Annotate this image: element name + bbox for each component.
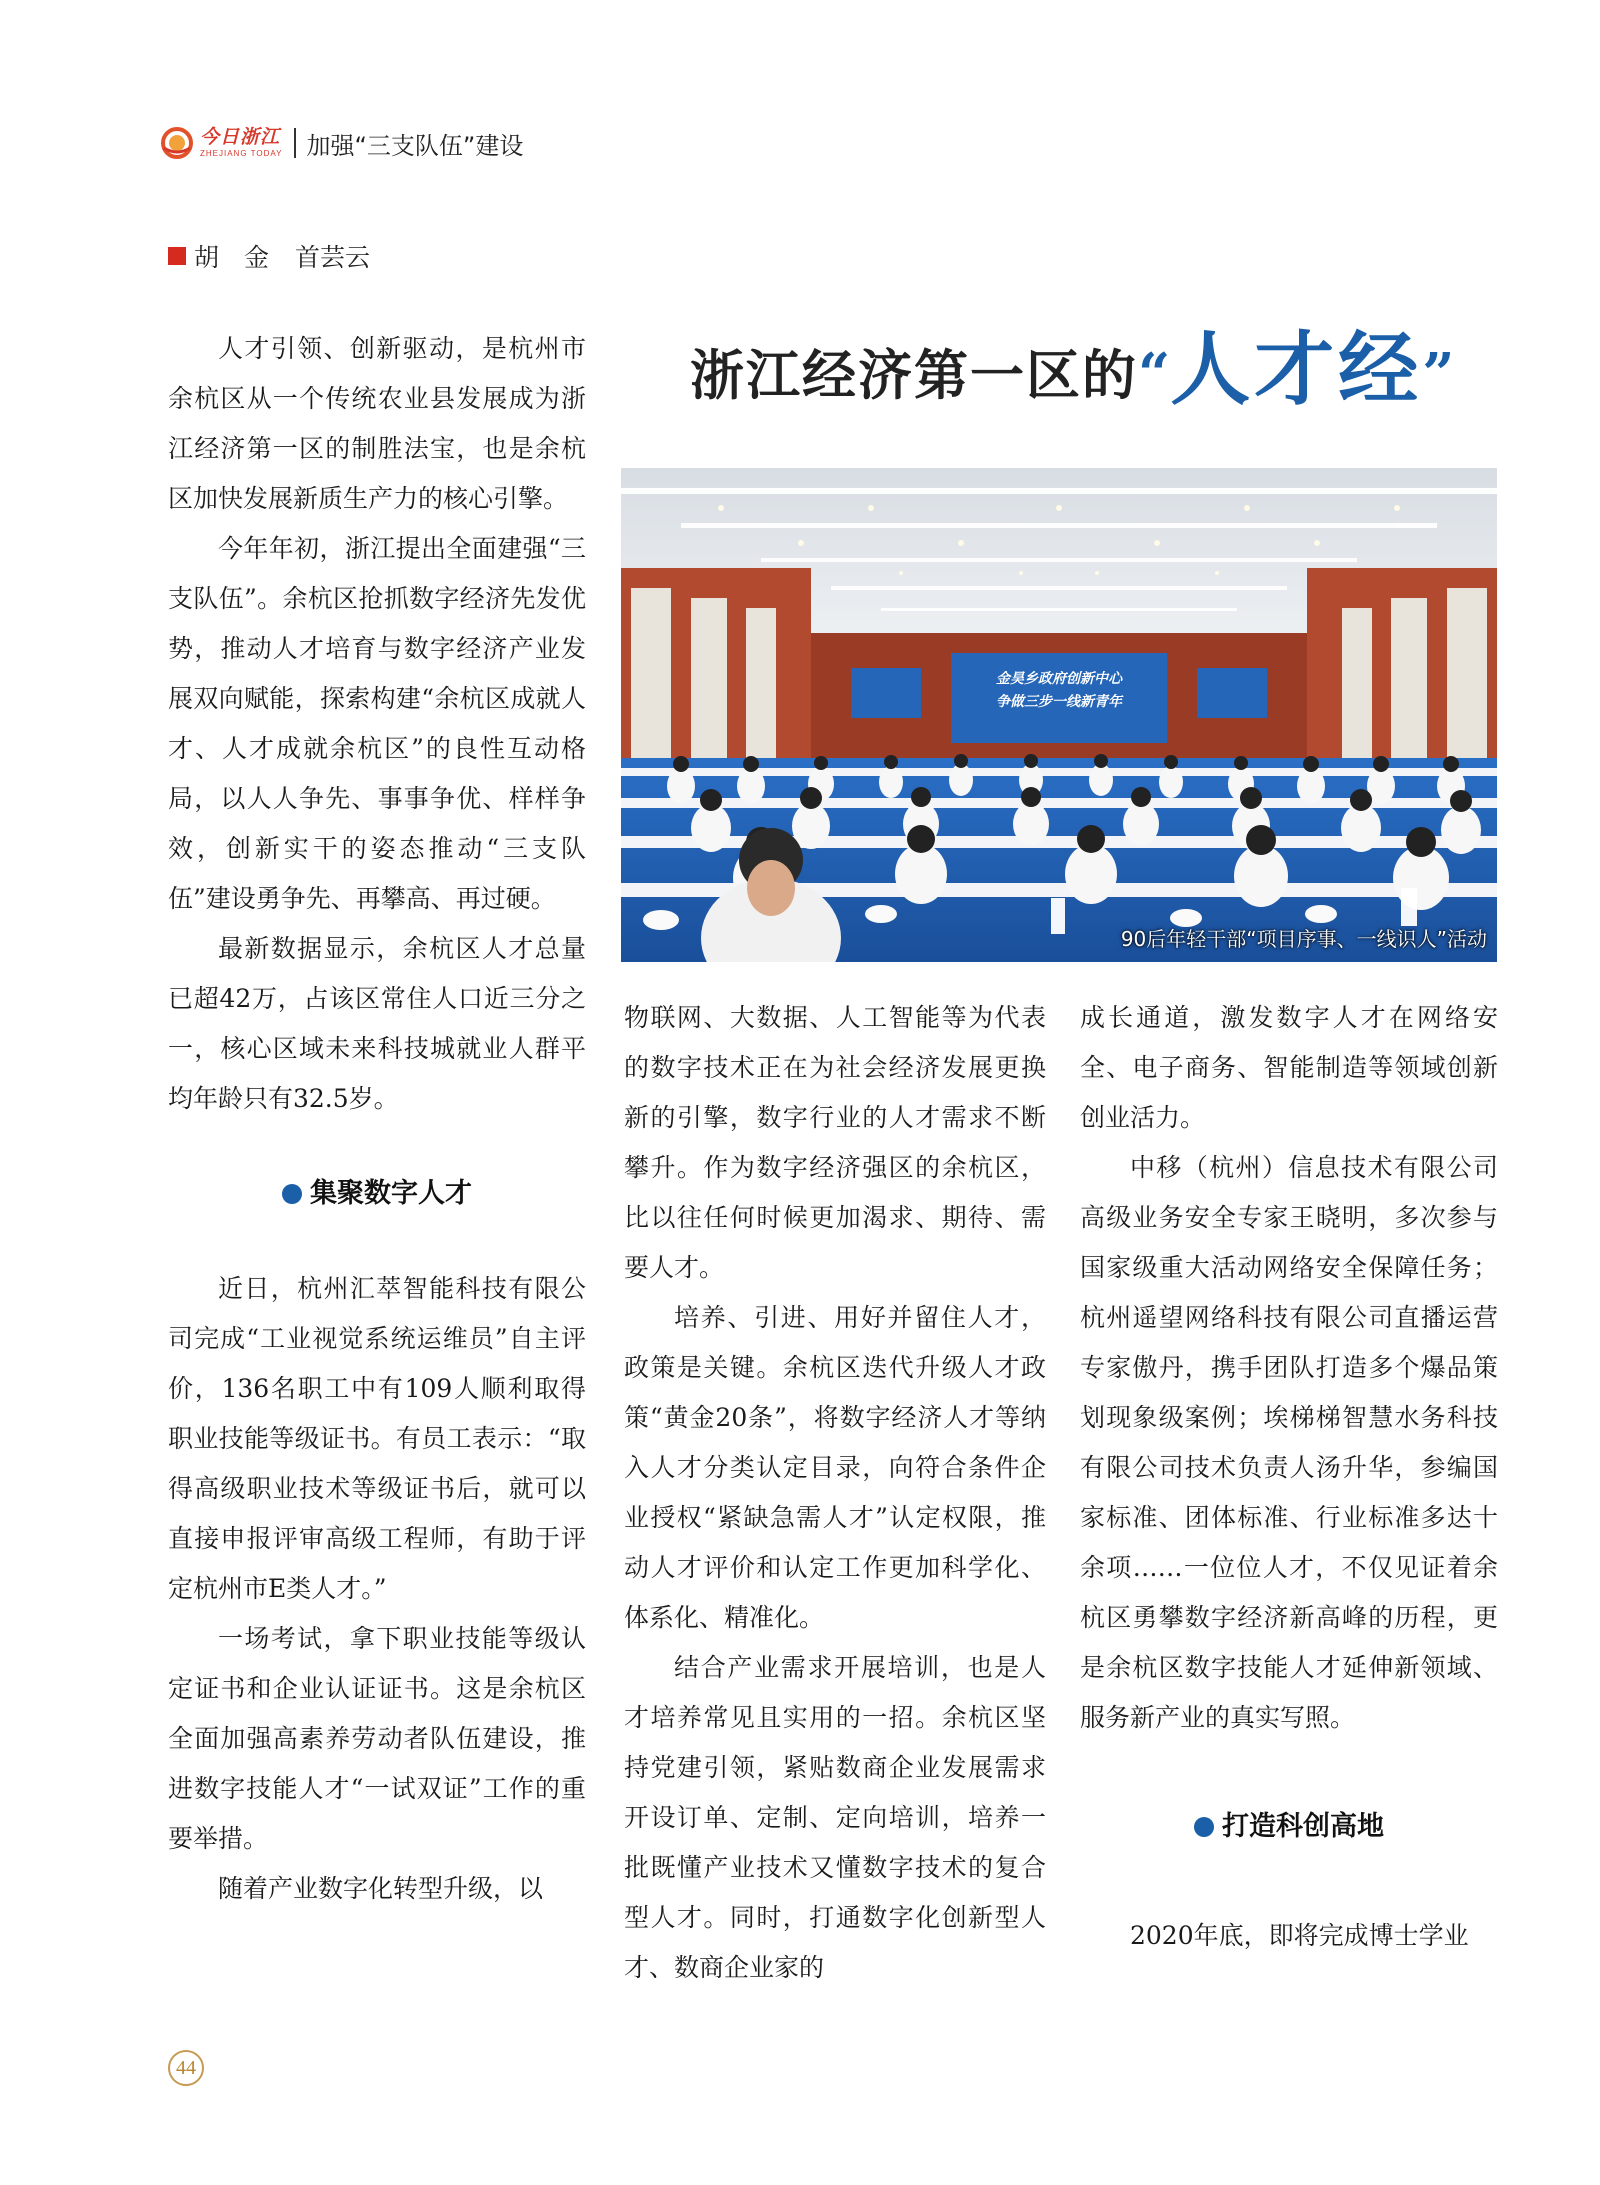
photo-caption: 90后年轻干部“项目序事、一线识人”活动 [1120,927,1487,951]
logo-chinese: 今日浙江 [200,126,281,148]
paragraph: 培养、引进、用好并留住人才，政策是关键。余杭区迭代升级人才政策“黄金20条”，将数字经济人才等纳入人才分类认定目录，向符合条件企业授权“紧缺急需人才”认定权限，推动人才评价和认定工作更加科学化、体系化、精准化。 [624,1303,1046,1632]
author-2: 首芸云 [295,243,371,272]
paragraph: 近日，杭州汇萃智能科技有限公司完成“工业视觉系统运维员”自主评价，136名职工中有109人顺利取得职业技能等级证书。有员工表示：“取得高级职业技术等级证书后，就可以直接申报评审高级工程师，有助于评定杭州市E类人才。” [168,1274,586,1603]
section-heading-1 [168,1154,586,1234]
column-2 [624,993,1046,1993]
author-1: 胡 金 [194,243,270,272]
article-photo [621,468,1497,962]
column-3 [1080,993,1498,1961]
paragraph: 今年年初，浙江提出全面建强“三支队伍”。余杭区抢抓数字经济先发优势，推动人才培育与数字经济产业发展双向赋能，探索构建“余杭区成就人才、人才成就余杭区”的良性互动格局，以人人争先、事事争优、样样争效，创新实干的姿态推动“三支队伍”建设勇争先、再攀高、再过硬。 [168,534,586,913]
article-title [690,300,1455,416]
section-heading-text: 集聚数字人才 [310,1178,472,1209]
title-highlight: 人才经 [1170,323,1423,416]
screen-text-1: 金昊乡政府创新中心 [996,671,1122,687]
paragraph: 最新数据显示，余杭区人才总量已超42万，占该区常住人口近三分之一，核心区域未来科技城就业人群平均年龄只有32.5岁。 [168,934,586,1113]
paragraph: 物联网、大数据、人工智能等为代表的数字技术正在为社会经济发展更换新的引擎，数字行业的人才需求不断攀升。作为数字经济强区的余杭区，比以往任何时候更加渴求、期待、需要人才。 [624,1003,1046,1282]
bullet-dot-icon [1194,1817,1214,1837]
paragraph: 中移（杭州）信息技术有限公司高级业务安全专家王晓明，多次参与国家级重大活动网络安全保障任务；杭州遥望网络科技有限公司直播运营专家傲丹，携手团队打造多个爆品策划现象级案例；埃梯梯智慧水务科技有限公司技术负责人汤升华，参编国家标准、团体标准、行业标准多达十余项……一位位人才，不仅见证着余杭区勇攀数字经济新高峰的历程，更是余杭区数字技能人才延伸新领域、服务新产业的真实写照。 [1080,1153,1498,1732]
bullet-dot-icon [282,1184,302,1204]
header-divider [294,128,296,158]
column-1 [168,324,586,1914]
paragraph: 结合产业需求开展培训，也是人才培养常见且实用的一招。余杭区坚持党建引领，紧贴数商企业发展需求开设订单、定制、定向培训，培养一批既懂产业技术又懂数字技术的复合型人才。同时，打通数字化创新型人才、数商企业家的 [624,1653,1046,1982]
title-prefix: 浙江经济第一区的 [690,343,1138,407]
section-heading-2 [1080,1787,1498,1867]
paragraph: 成长通道，激发数字人才在网络安全、电子商务、智能制造等领域创新创业活力。 [1080,1003,1498,1132]
paragraph: 随着产业数字化转型升级，以 [218,1874,544,1903]
page-header [160,118,523,168]
sun-logo-icon [160,126,194,160]
title-quote-open: “ [1138,341,1171,407]
logo-english: ZHEJIANG TODAY [200,149,283,158]
section-title: 加强“三支队伍”建设 [306,131,524,160]
magazine-logo [160,126,282,160]
title-quote-close: ” [1422,341,1455,407]
paragraph: 一场考试，拿下职业技能等级认定证书和企业认证证书。这是余杭区全面加强高素养劳动者队伍建设，推进数字技能人才“一试双证”工作的重要举措。 [168,1624,586,1853]
screen-text-2: 争做三步一线新青年 [996,694,1122,710]
page-number: 44 [168,2050,204,2086]
paragraph: 人才引领、创新驱动，是杭州市余杭区从一个传统农业县发展成为浙江经济第一区的制胜法宝，也是余杭区加快发展新质生产力的核心引擎。 [168,334,586,513]
paragraph: 2020年底，即将完成博士学业 [1130,1921,1469,1950]
byline-marker [168,247,186,265]
byline [168,238,370,274]
section-heading-text: 打造科创高地 [1222,1811,1384,1842]
